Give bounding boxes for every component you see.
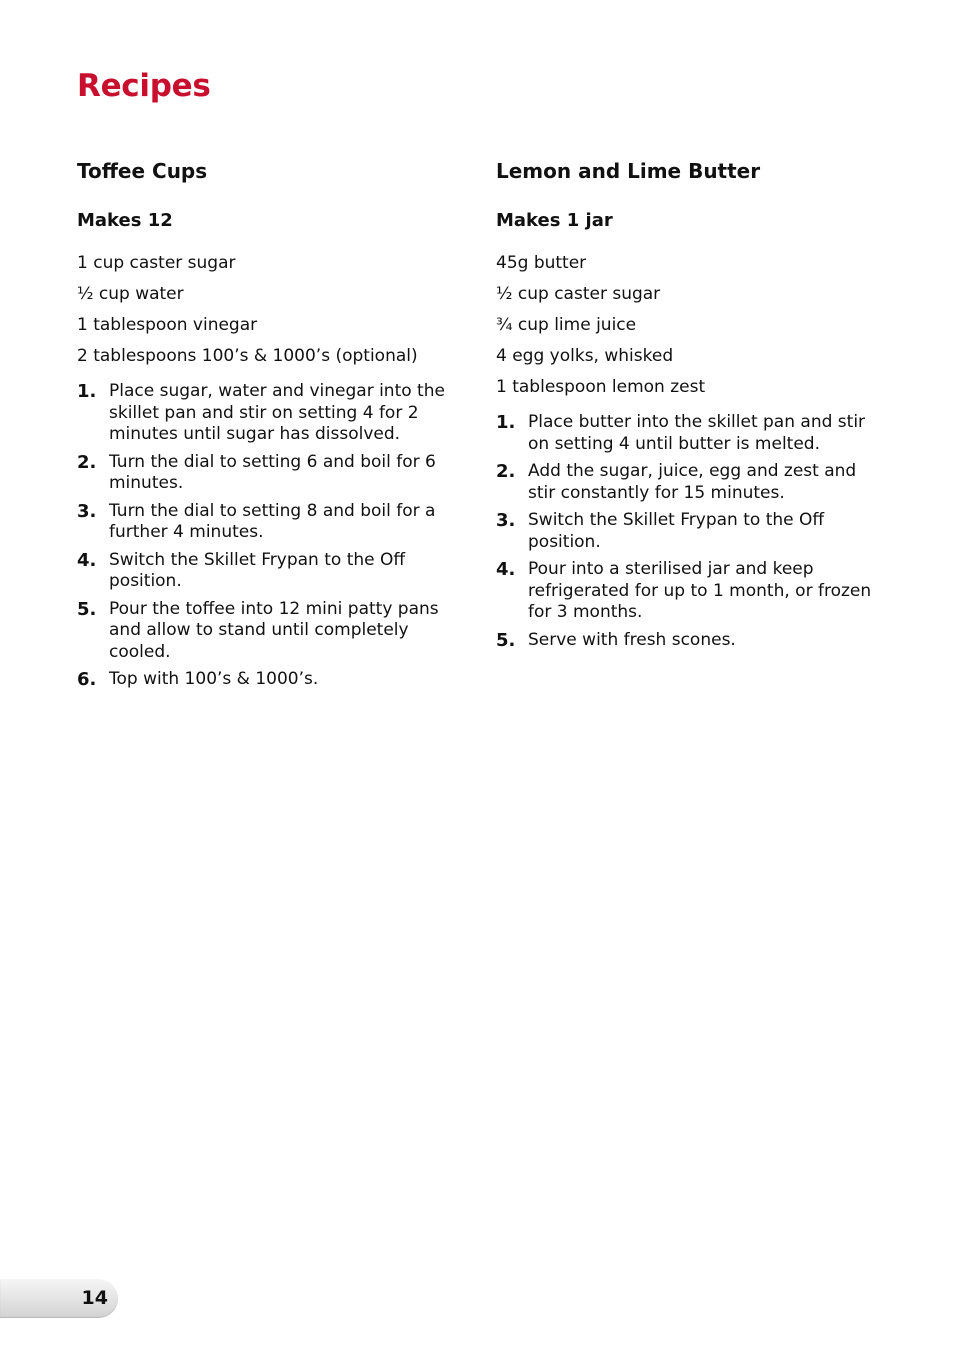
step-text: Switch the Skillet Frypan to the Off position. <box>528 510 825 552</box>
step-text: Top with 100’s & 1000’s. <box>109 669 319 689</box>
step-text: Serve with fresh scones. <box>528 629 736 650</box>
page-number: 14 <box>81 1287 108 1309</box>
method-step <box>496 559 876 624</box>
recipe-title: Lemon and Lime Butter <box>496 159 761 183</box>
ingredient-item: 2 tablespoons 100’s & 1000’s (optional) <box>77 346 418 366</box>
method-step <box>77 501 462 544</box>
step-number: 6. <box>77 669 97 690</box>
step-text: Add the sugar, juice, egg and zest and stir constantly for 15 minutes. <box>528 461 857 503</box>
step-number: 1. <box>77 381 97 402</box>
method-step <box>496 630 876 652</box>
step-number: 4. <box>496 559 516 580</box>
ingredient-item: 1 tablespoon vinegar <box>77 315 258 335</box>
recipe-yield: Makes 1 jar <box>496 210 613 231</box>
page-title: Recipes <box>77 68 211 104</box>
step-number: 4. <box>77 549 97 571</box>
step-number: 2. <box>496 461 516 482</box>
ingredient-item: 1 tablespoon lemon zest <box>496 377 706 397</box>
step-text: Place butter into the skillet pan and stir on setting 4 until butter is melted. <box>528 412 866 454</box>
page-number-tab <box>0 1279 118 1318</box>
step-number: 5. <box>77 598 97 620</box>
ingredient-item: ¾ cup lime juice <box>496 315 637 335</box>
recipe-toffee-cups <box>77 156 462 697</box>
method-step <box>77 452 462 495</box>
method-step <box>77 550 462 593</box>
step-number: 1. <box>496 412 516 433</box>
ingredient-item: 4 egg yolks, whisked <box>496 346 674 366</box>
step-text: Place sugar, water and vinegar into the skillet pan and stir on setting 4 for 2 minutes until sugar has dissolved. <box>109 381 445 444</box>
method-steps <box>77 381 462 691</box>
recipe-lemon-and-lime-butter <box>496 156 876 657</box>
method-step <box>77 381 462 446</box>
ingredient-item: 1 cup caster sugar <box>77 253 236 273</box>
step-text: Pour into a sterilised jar and keep refrigerated for up to 1 month, or frozen for 3 months. <box>528 559 872 622</box>
recipe-yield: Makes 12 <box>77 210 173 231</box>
step-number: 3. <box>77 500 97 522</box>
ingredient-list <box>496 252 876 398</box>
step-text: Turn the dial to setting 8 and boil for a further 4 minutes. <box>109 500 436 542</box>
step-text: Pour the toffee into 12 mini patty pans and allow to stand until completely cooled. <box>109 598 439 662</box>
method-step <box>496 510 876 553</box>
ingredient-item: 45g butter <box>496 253 587 273</box>
method-step <box>77 669 462 691</box>
method-steps <box>496 412 876 651</box>
step-text: Turn the dial to setting 6 and boil for 6 minutes. <box>109 451 436 493</box>
step-number: 3. <box>496 510 516 531</box>
ingredient-list <box>77 252 462 367</box>
step-number: 2. <box>77 451 97 473</box>
recipe-title: Toffee Cups <box>77 159 208 183</box>
method-step <box>496 461 876 504</box>
method-step <box>77 599 462 664</box>
ingredient-item: ½ cup caster sugar <box>496 284 661 304</box>
method-step <box>496 412 876 455</box>
step-number: 5. <box>496 629 516 651</box>
ingredient-item: ½ cup water <box>77 284 184 304</box>
step-text: Switch the Skillet Frypan to the Off position. <box>109 549 406 591</box>
